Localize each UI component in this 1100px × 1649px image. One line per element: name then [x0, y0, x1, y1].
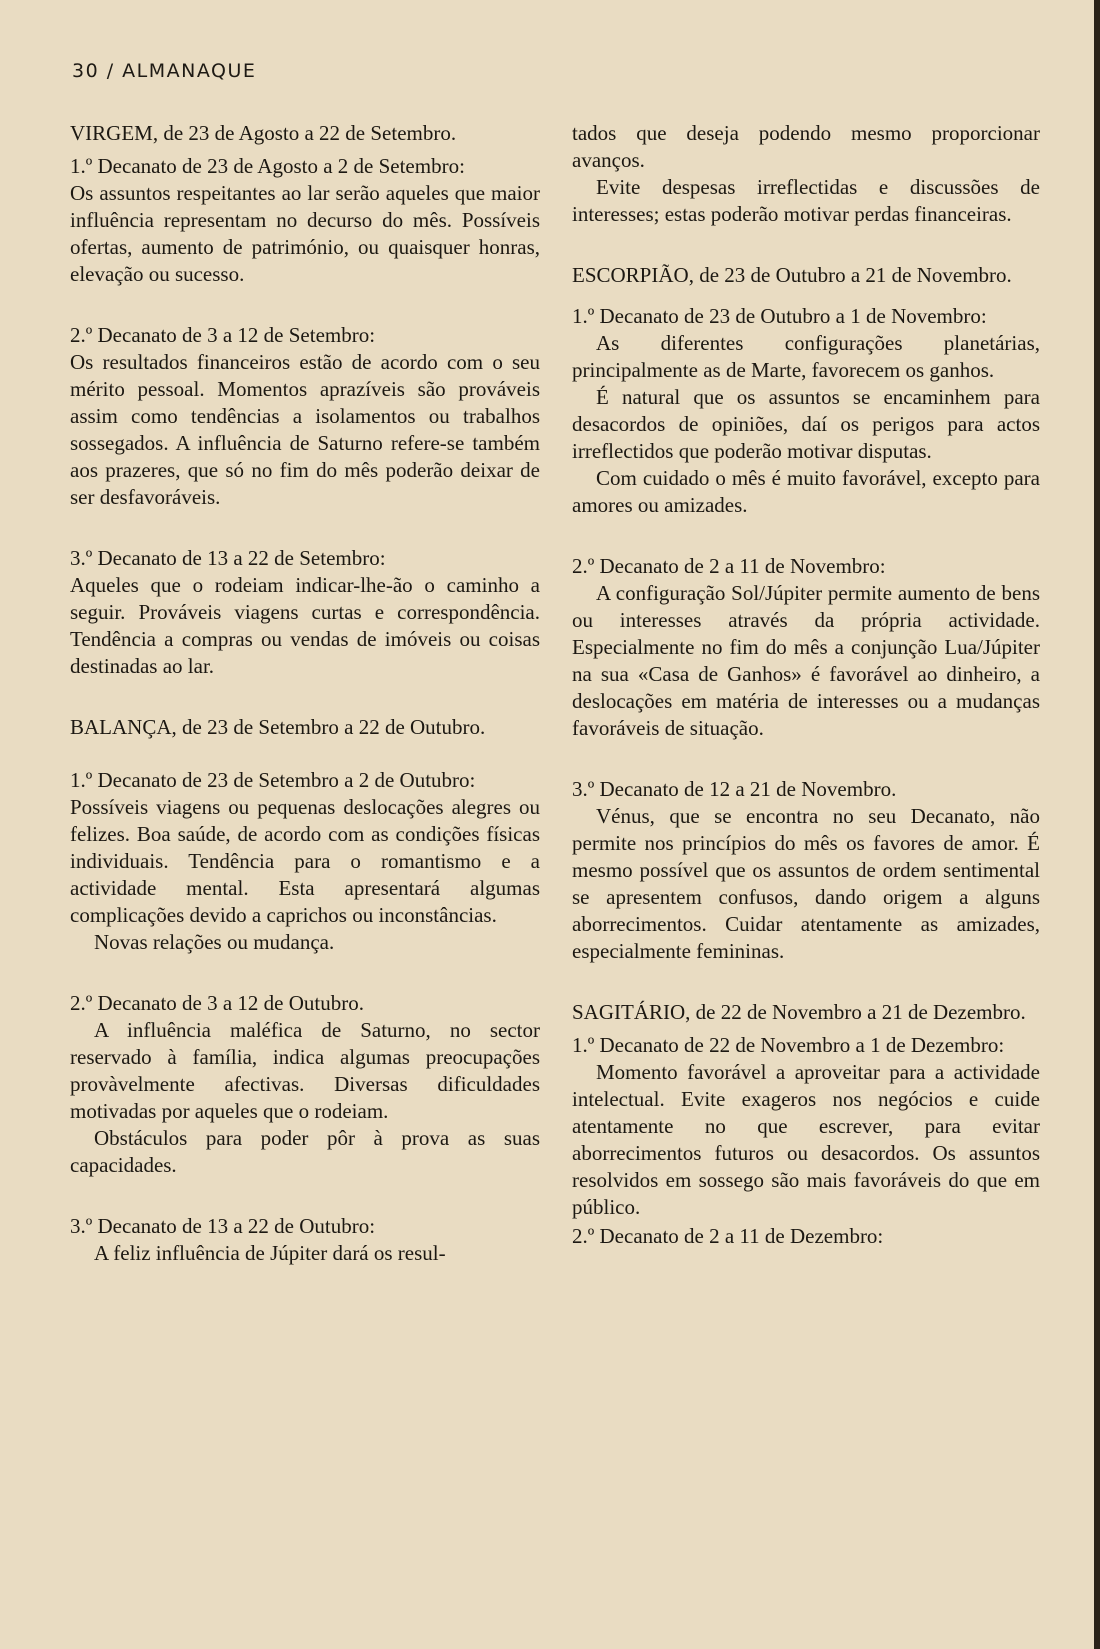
decanate-heading: 2.º Decanato de 2 a 11 de Dezembro: [572, 1224, 884, 1248]
decanate-heading: 2.º Decanato de 3 a 12 de Outubro. [70, 991, 364, 1015]
paragraph: As diferentes configurações planetárias, principalmente as de Marte, favorecem os ganhos. [572, 331, 1040, 382]
decanate-heading: 1.º Decanato de 23 de Agosto a 2 de Setembro: [70, 154, 465, 178]
paragraph: tados que deseja podendo mesmo proporcionar avanços. [572, 121, 1040, 172]
sign-heading-sagitario: SAGITÁRIO, de 22 de Novembro a 21 de Dezembro. [572, 1000, 1026, 1024]
decanate-heading: 1.º Decanato de 22 de Novembro a 1 de Dezembro: [572, 1033, 1005, 1057]
decanate-heading: 3.º Decanato de 13 a 22 de Setembro: [70, 546, 386, 570]
paragraph: Evite despesas irreflectidas e discussões de interesses; estas poderão motivar perdas financeiras. [572, 175, 1040, 226]
decanate-heading: 1.º Decanato de 23 de Setembro a 2 de Outubro: [70, 768, 476, 792]
paragraph: Os assuntos respeitantes ao lar serão aqueles que maior influência representam no decurso do mês. Possíveis ofertas, aumento de património, ou quaisquer honras, elevação ou sucesso. [70, 181, 540, 286]
decanate-heading: 3.º Decanato de 13 a 22 de Outubro: [70, 1214, 376, 1238]
decanate-heading: 2.º Decanato de 3 a 12 de Setembro: [70, 323, 376, 347]
paragraph: Os resultados financeiros estão de acordo com o seu mérito pessoal. Momentos aprazíveis são prováveis assim como tendências a isolamentos ou trabalhos sossegados. A influência de Saturno refere-se também aos prazeres, que só no fim do mês poderão deixar de ser desfavoráveis. [70, 350, 540, 509]
left-column [70, 120, 540, 1267]
paragraph: Novas relações ou mudança. [94, 930, 335, 954]
paragraph: A influência maléfica de Saturno, no sector reservado à família, indica algumas preocupações provàvelmente afectivas. Diversas dificuldades motivadas por aqueles que o rodeiam. [70, 1018, 540, 1123]
paragraph: Obstáculos para poder pôr à prova as suas capacidades. [70, 1126, 540, 1177]
decanate-heading: 2.º Decanato de 2 a 11 de Novembro: [572, 554, 886, 578]
paragraph: Vénus, que se encontra no seu Decanato, não permite nos princípios do mês os favores de amor. É mesmo possível que os assuntos de ordem sentimental se apresentem confusos, dando origem a alguns aborrecimentos. Cuidar atentamente as amizades, especialmente femininas. [572, 804, 1040, 963]
paragraph: É natural que os assuntos se encaminhem para desacordos de opiniões, daí os perigos para actos irreflectidos que poderão motivar disputas. [572, 385, 1040, 463]
paragraph: Possíveis viagens ou pequenas deslocações alegres ou felizes. Boa saúde, de acordo com as condições físicas individuais. Tendência para o romantismo e a actividade mental. Esta apresentará algumas complicações devido a caprichos ou inconstâncias. [70, 795, 540, 927]
decanate-heading: 1.º Decanato de 23 de Outubro a 1 de Novembro: [572, 304, 987, 328]
running-head: 30 / ALMANAQUE [72, 60, 257, 82]
paragraph: A configuração Sol/Júpiter permite aumento de bens ou interesses através da própria actividade. Especialmente no fim do mês a conjunção Lua/Júpiter na sua «Casa de Ganhos» é favorável ao dinheiro, a deslocações em matéria de interesses ou a mudanças favoráveis de situação. [572, 581, 1040, 740]
sign-heading-escorpiao: ESCORPIÃO, de 23 de Outubro a 21 de Novembro. [572, 263, 1012, 287]
decanate-heading: 3.º Decanato de 12 a 21 de Novembro. [572, 777, 897, 801]
paragraph: Aqueles que o rodeiam indicar-lhe-ão o caminho a seguir. Prováveis viagens curtas e correspondência. Tendência a compras ou vendas de imóveis ou coisas destinadas ao lar. [70, 573, 540, 678]
right-column [572, 120, 1040, 1250]
sign-heading-virgem: VIRGEM, de 23 de Agosto a 22 de Setembro. [70, 121, 457, 145]
paragraph: Momento favorável a aproveitar para a actividade intelectual. Evite exageros nos negócios e cuide atentamente no que escrever, para evitar aborrecimentos futuros ou desacordos. Os assuntos resolvidos em sossego são mais favoráveis do que em público. [572, 1060, 1040, 1219]
paragraph: Com cuidado o mês é muito favorável, excepto para amores ou amizades. [572, 466, 1040, 517]
page-edge [1094, 0, 1100, 1649]
sign-heading-balanca: BALANÇA, de 23 de Setembro a 22 de Outubro. [70, 715, 486, 739]
paragraph: A feliz influência de Júpiter dará os resul- [94, 1241, 446, 1265]
